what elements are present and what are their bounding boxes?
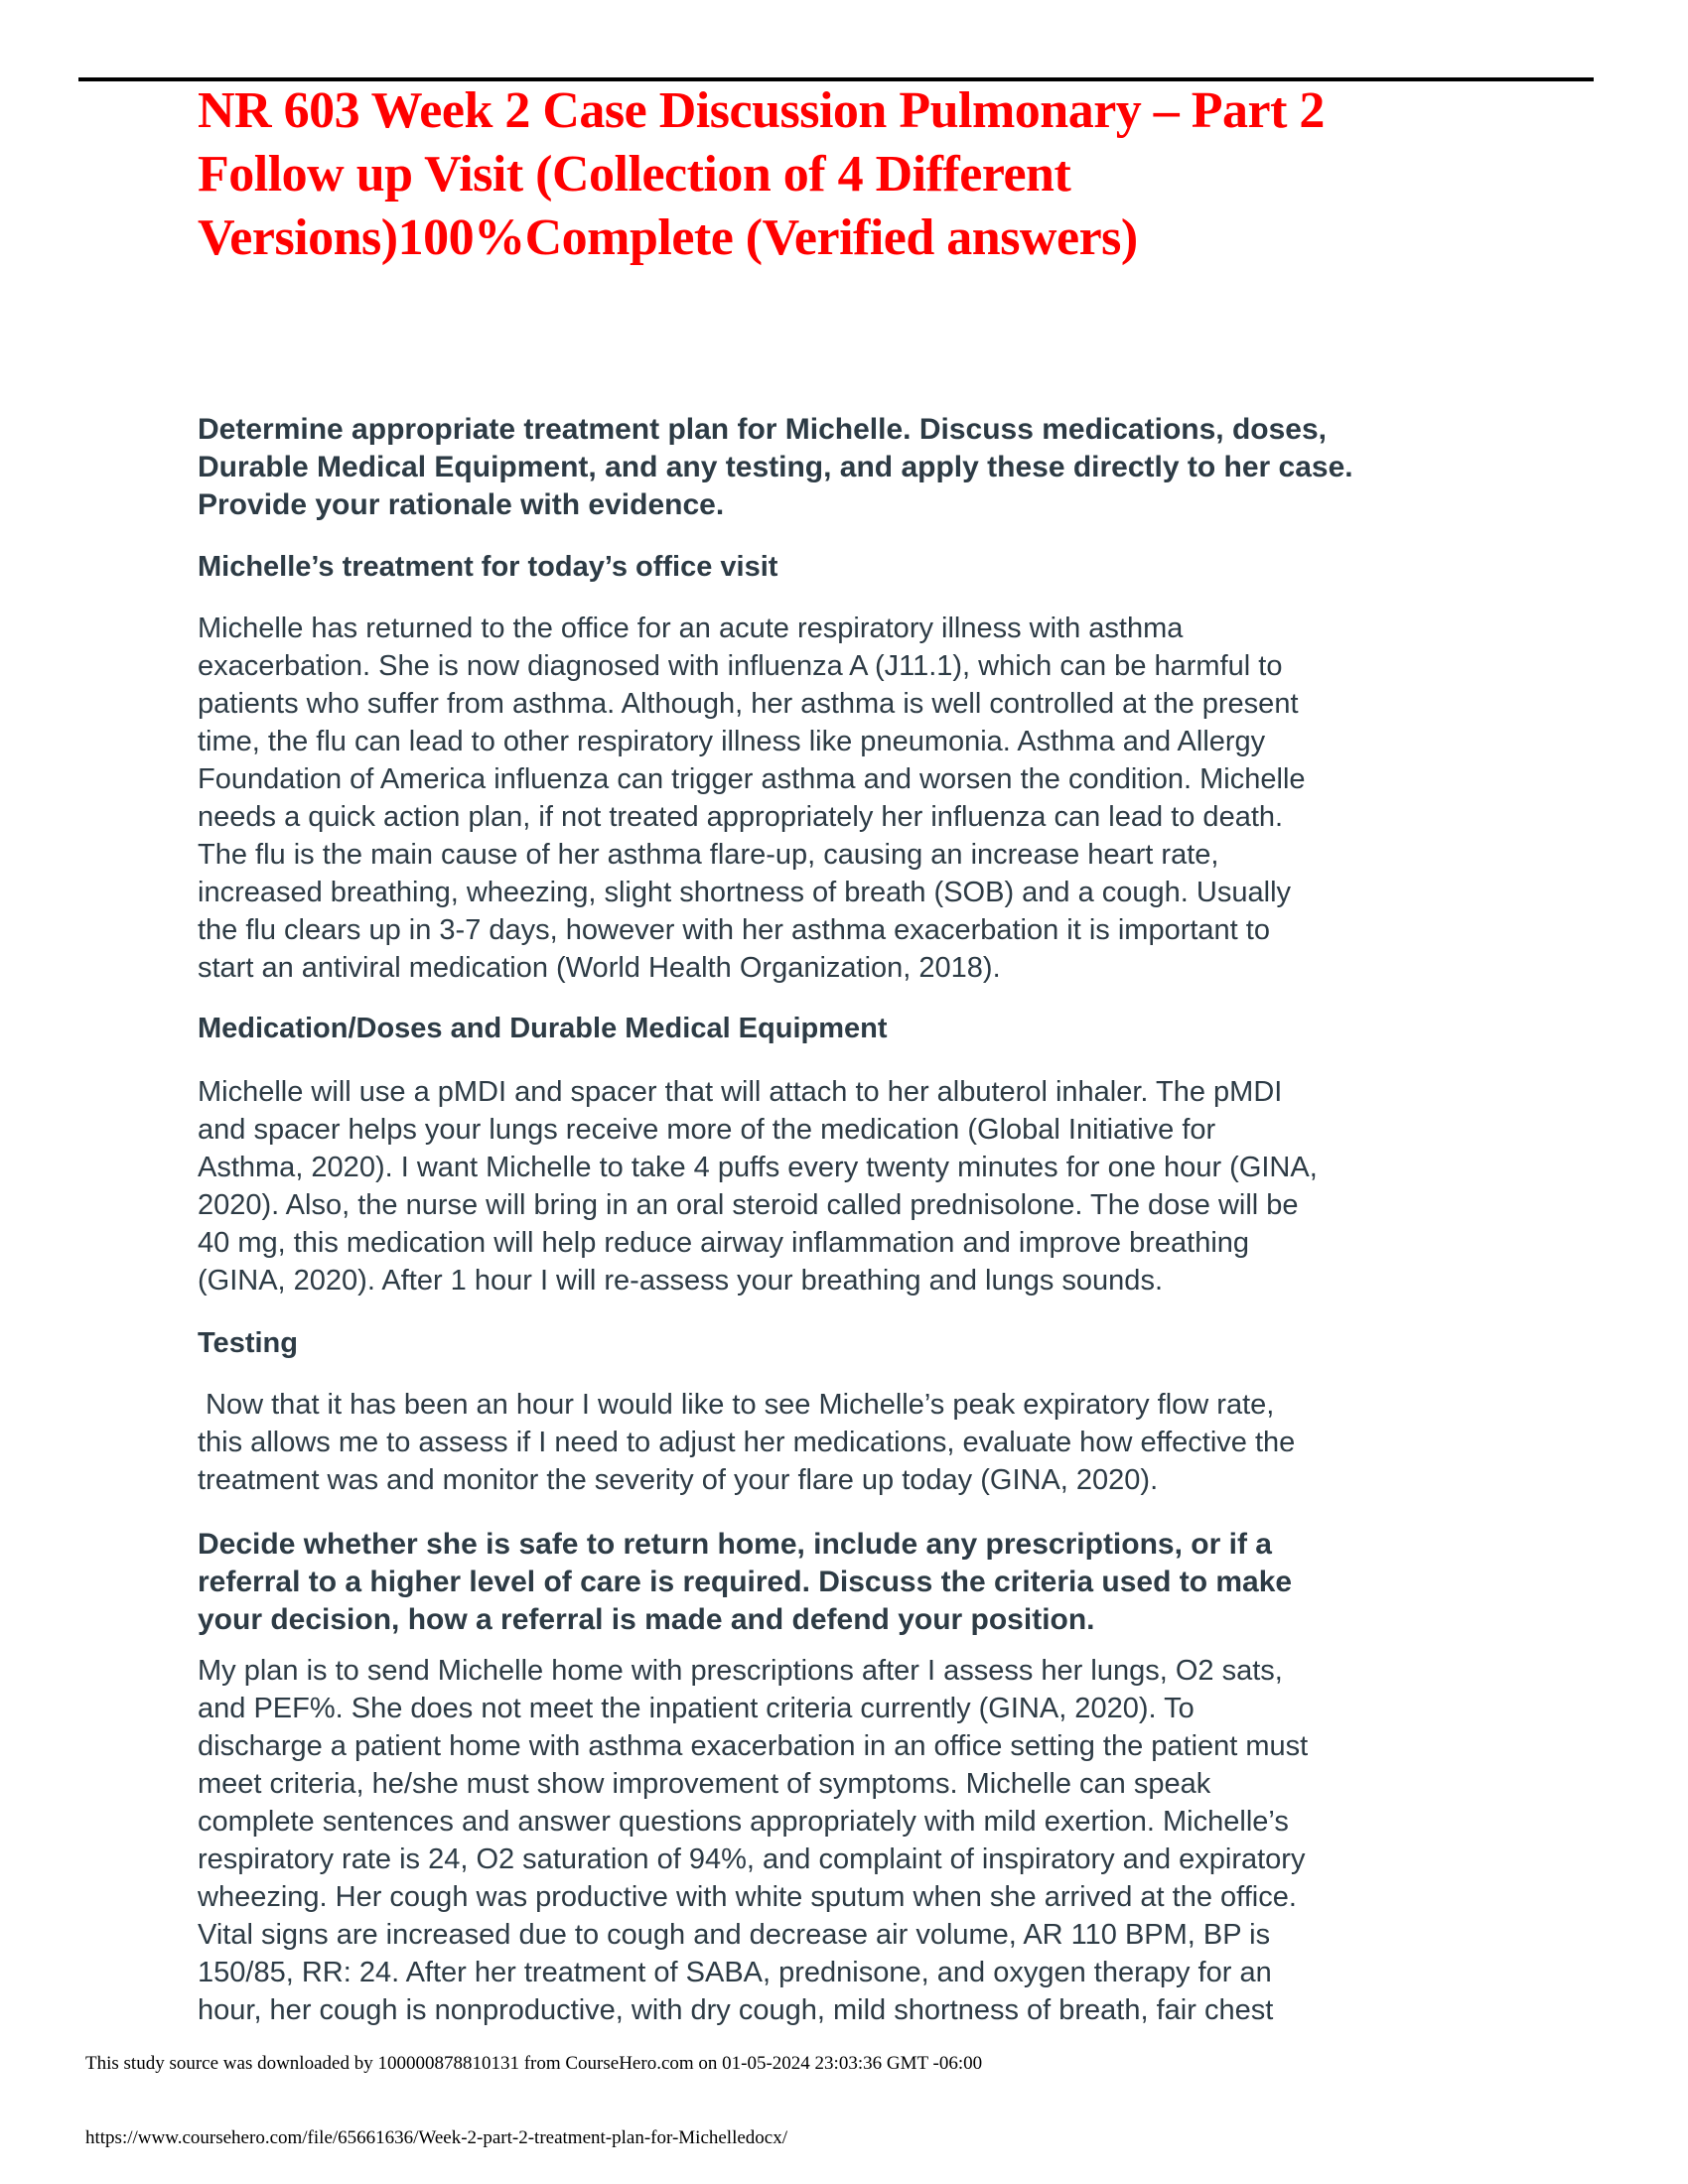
source-url[interactable]: https://www.coursehero.com/file/65661636/Week-2-part-2-treatment-plan-for-Michelledocx/ (85, 2127, 788, 2148)
medication-paragraph (198, 1073, 1647, 1299)
paragraph-line: respiratory rate is 24, O2 saturation of 94%, and complaint of inspiratory and expiratory (198, 1843, 1306, 1875)
paragraph-line: exacerbation. She is now diagnosed with influenza A (J11.1), which can be harmful to (198, 650, 1283, 682)
paragraph-line: hour, her cough is nonproductive, with dry cough, mild shortness of breath, fair chest (198, 1994, 1274, 2026)
question-line: Durable Medical Equipment, and any testing, and apply these directly to her case. (198, 451, 1353, 483)
paragraph-line: increased breathing, wheezing, slight shortness of breath (SOB) and a cough. Usually (198, 877, 1292, 908)
paragraph-line: The flu is the main cause of her asthma flare-up, causing an increase heart rate, (198, 839, 1219, 871)
paragraph-line: 2020). Also, the nurse will bring in an oral steroid called prednisolone. The dose will be (198, 1189, 1299, 1221)
treatment-heading (198, 548, 1647, 586)
paragraph-line: Foundation of America influenza can trigger asthma and worsen the condition. Michelle (198, 763, 1306, 795)
question-line: Provide your rationale with evidence. (198, 488, 725, 521)
question-1 (198, 411, 1647, 524)
paragraph-line: start an antiviral medication (World Health Organization, 2018). (198, 952, 1001, 984)
paragraph-line: time, the flu can lead to other respiratory illness like pneumonia. Asthma and Allergy (198, 726, 1266, 757)
paragraph-line: treatment was and monitor the severity of your flare up today (GINA, 2020). (198, 1464, 1159, 1496)
paragraph-line: meet criteria, he/she must show improvement of symptoms. Michelle can speak (198, 1768, 1211, 1800)
question-line: Decide whether she is safe to return home, include any prescriptions, or if a (198, 1528, 1272, 1561)
heading-text: Medication/Doses and Durable Medical Equipment (198, 1013, 888, 1044)
question-line: referral to a higher level of care is required. Discuss the criteria used to make (198, 1566, 1293, 1598)
download-notice: This study source was downloaded by 100000878810131 from CourseHero.com on 01-05-2024 23:03:36 GMT -06:00 (85, 2053, 983, 2074)
paragraph-line: wheezing. Her cough was productive with white sputum when she arrived at the office. (198, 1881, 1297, 1913)
title-line: NR 603 Week 2 Case Discussion Pulmonary – Part 2 (198, 82, 1325, 139)
paragraph-line: discharge a patient home with asthma exacerbation in an office setting the patient must (198, 1730, 1309, 1762)
paragraph-line: 40 mg, this medication will help reduce airway inflammation and improve breathing (198, 1227, 1250, 1259)
medication-heading (198, 1010, 1647, 1047)
paragraph-line: the flu clears up in 3-7 days, however with her asthma exacerbation it is important to (198, 914, 1270, 946)
paragraph-line: (GINA, 2020). After 1 hour I will re-assess your breathing and lungs sounds. (198, 1265, 1163, 1297)
plan-paragraph (198, 1652, 1647, 2029)
paragraph-line: complete sentences and answer questions appropriately with mild exertion. Michelle’s (198, 1806, 1289, 1838)
paragraph-line: patients who suffer from asthma. Although, her asthma is well controlled at the present (198, 688, 1299, 720)
paragraph-line: Asthma, 2020). I want Michelle to take 4 puffs every twenty minutes for one hour (GINA, (198, 1152, 1318, 1183)
title-line: Versions)100%Complete (Verified answers) (198, 209, 1138, 266)
heading-text: Michelle’s treatment for today’s office visit (198, 551, 778, 583)
paragraph-line: and spacer helps your lungs receive more of the medication (Global Initiative for (198, 1114, 1216, 1146)
paragraph-line: Vital signs are increased due to cough and decrease air volume, AR 110 BPM, BP is (198, 1919, 1271, 1951)
paragraph-line: 150/85, RR: 24. After her treatment of SABA, prednisone, and oxygen therapy for an (198, 1957, 1272, 1988)
treatment-paragraph (198, 610, 1647, 987)
paragraph-line: Now that it has been an hour I would like to see Michelle’s peak expiratory flow rate, (198, 1389, 1275, 1421)
paragraph-line: Michelle will use a pMDI and spacer that will attach to her albuterol inhaler. The pMDI (198, 1076, 1283, 1108)
heading-text: Testing (198, 1327, 298, 1359)
question-line: your decision, how a referral is made and defend your position. (198, 1603, 1095, 1636)
testing-paragraph (198, 1386, 1647, 1499)
paragraph-line: this allows me to assess if I need to adjust her medications, evaluate how effective the (198, 1427, 1296, 1458)
title-line: Follow up Visit (Collection of 4 Different (198, 146, 1071, 203)
document-title (198, 79, 1325, 270)
question-line: Determine appropriate treatment plan for Michelle. Discuss medications, doses, (198, 413, 1327, 446)
question-2 (198, 1526, 1647, 1639)
paragraph-line: Michelle has returned to the office for an acute respiratory illness with asthma (198, 613, 1184, 644)
document-body (198, 411, 1647, 2029)
paragraph-line: and PEF%. She does not meet the inpatient criteria currently (GINA, 2020). To (198, 1693, 1195, 1724)
paragraph-line: needs a quick action plan, if not treated appropriately her influenza can lead to death. (198, 801, 1284, 833)
paragraph-line: My plan is to send Michelle home with prescriptions after I assess her lungs, O2 sats, (198, 1655, 1283, 1687)
testing-heading (198, 1324, 1647, 1362)
